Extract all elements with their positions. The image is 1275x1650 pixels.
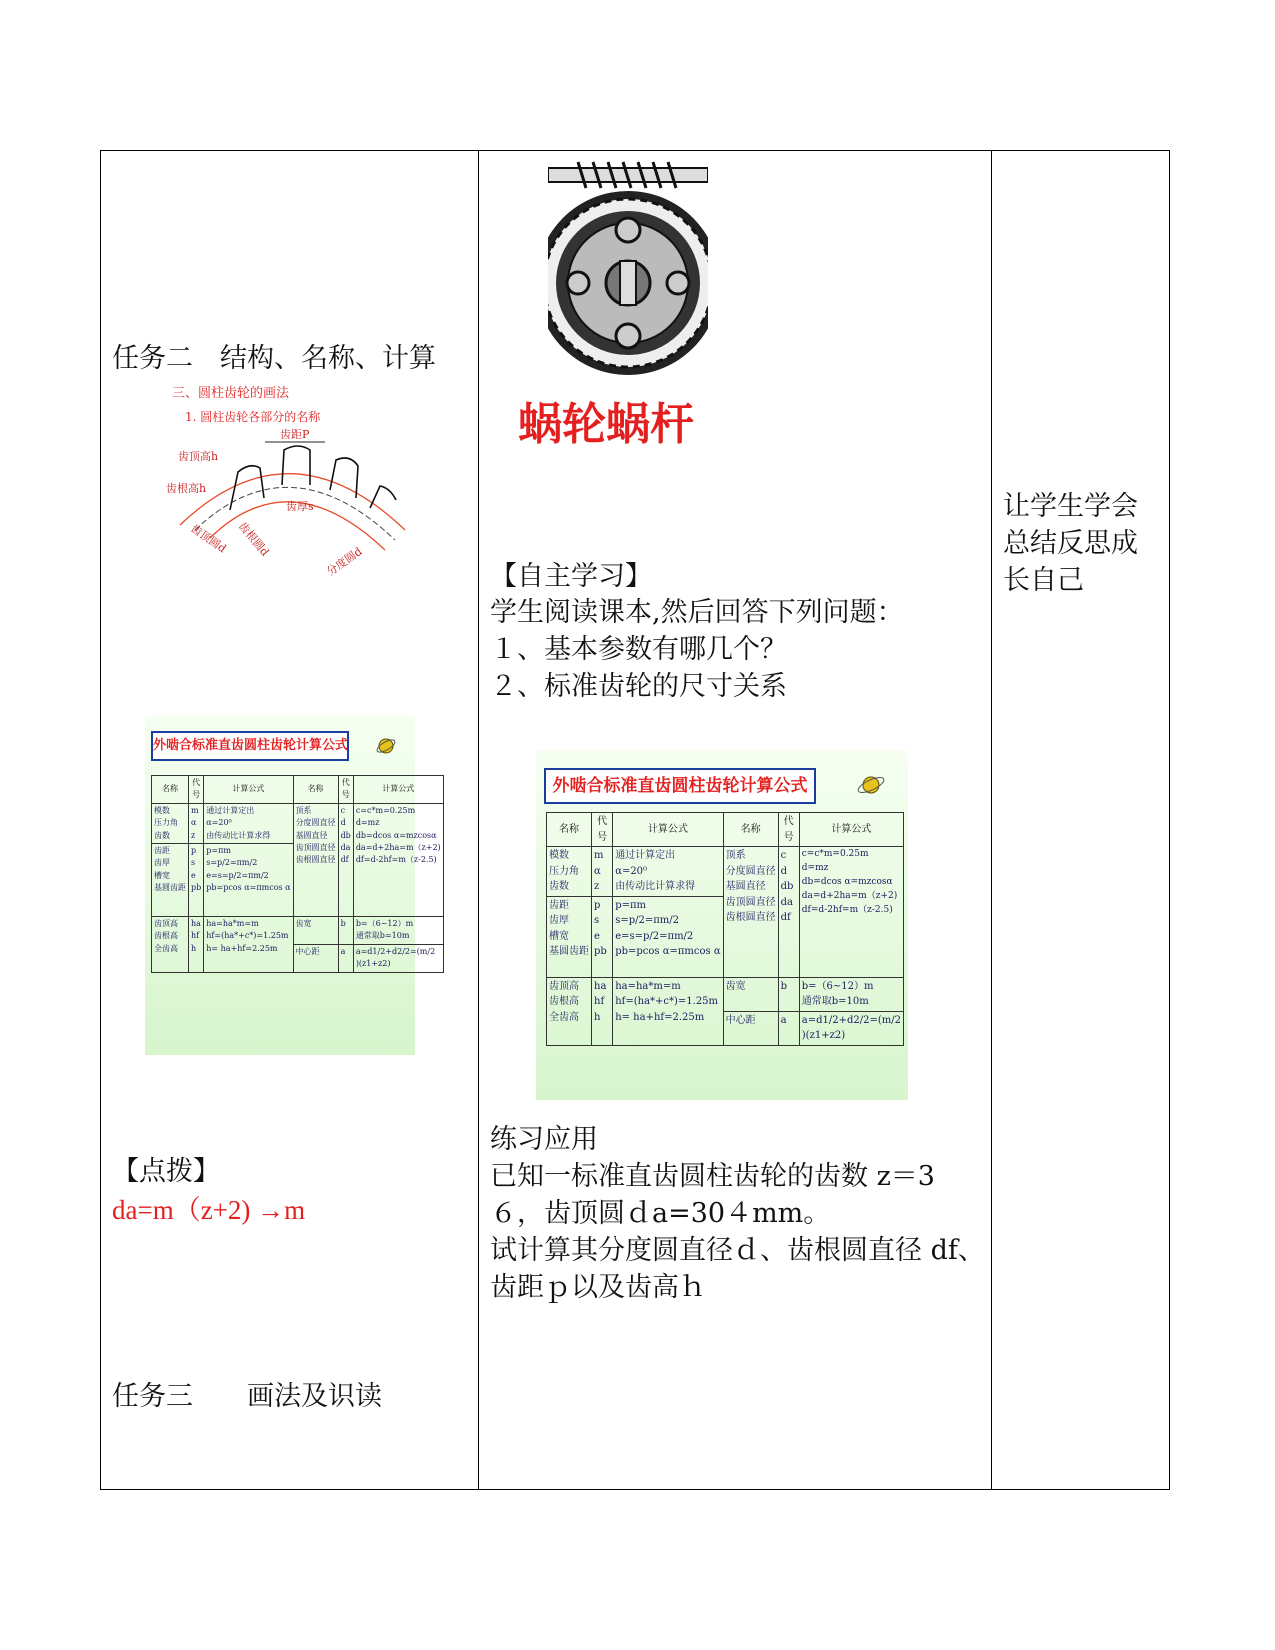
cell-text: hf=(ha*+c*)=1.25m: [615, 996, 719, 1007]
cell-text: a=d1/2+d2/2=(m/2: [355, 946, 436, 956]
cell-text: α=20⁰: [615, 865, 648, 877]
practice-line-1: 已知一标准直齿圆柱齿轮的齿数 z＝3: [490, 1161, 935, 1192]
cell-text: pb: [191, 883, 202, 893]
cell-text: h= ha+hf=2.25m: [615, 1011, 705, 1023]
table-cell: [799, 847, 903, 978]
table-cell: [189, 843, 204, 916]
diagram-title: 三、圆柱齿轮的画法: [172, 386, 290, 401]
label-thickness: 齿厚s: [286, 500, 314, 513]
table-cell: a: [338, 944, 353, 972]
table-cell: [353, 916, 443, 944]
cell-text: hf: [594, 996, 605, 1007]
cell-text: db=dcos α=mzcosα: [355, 830, 437, 840]
cell-text: c=c*m=0.25m: [801, 849, 869, 859]
cell-text: 全齿高: [154, 943, 178, 953]
cell-text: 压力角: [154, 818, 178, 828]
cell-text: pb: [594, 946, 607, 957]
table-cell: a: [778, 1011, 799, 1045]
question-1: １、基本参数有哪几个？: [490, 634, 787, 665]
table-cell: [799, 1011, 903, 1045]
cell-text: ha: [191, 918, 201, 928]
self-study-intro: 学生阅读课本,然后回答下列问题：: [490, 597, 904, 628]
cell-text: 齿顶圆直径: [295, 842, 336, 852]
table-cell: [547, 847, 592, 897]
cell-text: 齿距: [549, 899, 569, 911]
cell-text: db: [340, 830, 351, 840]
cell-text: 基圆齿距: [154, 883, 186, 893]
diagram-subtitle: 1. 圆柱齿轮各部分的名称: [185, 410, 321, 424]
cell-text: ha: [594, 980, 607, 992]
table-cell: [189, 916, 204, 972]
task3-heading: 任务三 画法及识读: [112, 1381, 382, 1412]
cell-text: 通常取b=10m: [355, 931, 410, 941]
formula-table-small: [151, 775, 444, 973]
cell-text: 齿数: [549, 881, 569, 892]
cell-text: s: [594, 915, 600, 926]
cell-text: hf: [191, 931, 200, 941]
cell-text: s=p/2=πm/2: [615, 915, 679, 926]
cell-text: h: [594, 1011, 601, 1023]
globe-icon: [375, 735, 397, 757]
cell-text: b=（6~12）m: [801, 980, 874, 992]
cell-text: p=πm: [206, 845, 231, 855]
hint-formula: da=m（z+2) →m: [112, 1195, 306, 1225]
table-cell: [778, 847, 799, 978]
table-cell: [204, 803, 293, 843]
cell-text: da: [780, 896, 793, 908]
table-cell: 中心距: [723, 1011, 778, 1045]
reflection-line-3: 长自己: [1003, 565, 1084, 596]
gear-parts-diagram: [160, 380, 420, 600]
cell-text: 通过计算定出: [206, 805, 255, 815]
label-root-circle: 齿根圆d: [235, 519, 272, 559]
table-cell: [613, 977, 723, 1045]
cell-text: db: [780, 881, 794, 892]
table-cell: 计算公式: [353, 776, 443, 804]
formula-slide-large: [536, 750, 908, 1100]
table-cell: [152, 916, 189, 972]
cell-text: e: [191, 870, 196, 880]
cell-text: m: [191, 805, 199, 815]
practice-line-4: 齿距ｐ以及齿高ｈ: [490, 1272, 706, 1303]
task2-heading: 任务二 结构、名称、计算: [112, 343, 436, 374]
cell-text: e=s=p/2=πm/2: [206, 870, 269, 880]
table-cell: [547, 977, 592, 1045]
table-cell: 名称: [293, 776, 338, 804]
cell-text: db=dcos α=mzcosα: [801, 876, 893, 887]
cell-text: 齿厚: [549, 915, 569, 926]
cell-text: )(z1+z2): [355, 959, 391, 969]
cell-text: 通常取b=10m: [801, 996, 869, 1007]
cell-text: df=d-2hf=m（z-2.5): [355, 855, 437, 865]
table-cell: [592, 896, 613, 977]
cell-text: a=d1/2+d2/2=(m/2: [801, 1014, 901, 1026]
reflection-line-1: 让学生学会: [1003, 491, 1138, 522]
cell-text: da: [340, 842, 351, 852]
cell-text: α=20⁰: [206, 818, 232, 828]
cell-text: 槽宽: [549, 930, 569, 942]
cell-text: 齿根高: [549, 996, 579, 1007]
cell-text: 齿顶圆直径: [725, 896, 776, 908]
cell-text: d: [340, 818, 346, 828]
cell-text: 由传动比计算求得: [206, 830, 271, 840]
table-cell: [613, 847, 723, 897]
cell-text: 齿顶高: [154, 918, 178, 928]
formula-slide-large-title: 外啮合标准直齿圆柱齿轮计算公式: [544, 768, 816, 804]
column-divider-2: [991, 150, 992, 1490]
cell-text: c: [780, 850, 787, 861]
cell-text: e=s=p/2=πm/2: [615, 930, 694, 942]
cell-text: z: [191, 830, 196, 840]
formula-slide-title: 外啮合标准直齿圆柱齿轮计算公式: [151, 731, 349, 761]
table-cell: 名称: [723, 813, 778, 847]
cell-text: b=（6~12）m: [355, 918, 414, 928]
label-addendum: 齿顶高h: [178, 450, 219, 463]
table-cell: b: [778, 977, 799, 1011]
hint-heading: 【点拨】: [112, 1156, 220, 1187]
table-cell: 代号: [778, 813, 799, 847]
cell-text: ha=ha*m=m: [206, 918, 259, 928]
table-cell: [547, 896, 592, 977]
cell-text: 压力角: [549, 865, 579, 877]
cell-text: 齿顶高: [549, 980, 579, 992]
table-cell: [799, 977, 903, 1011]
cell-text: 由传动比计算求得: [615, 881, 696, 892]
cell-text: e: [594, 930, 600, 942]
table-cell: [613, 896, 723, 977]
cell-text: da=d+2ha=m（z+2): [355, 842, 441, 852]
worm-gear-caption: 蜗轮蜗杆: [518, 399, 694, 450]
cell-text: 基圆直径: [295, 830, 328, 840]
table-cell: [204, 843, 293, 916]
cell-text: 槽宽: [154, 870, 170, 880]
table-cell: 名称: [547, 813, 592, 847]
cell-text: α: [594, 865, 601, 877]
cell-text: ha=ha*m=m: [615, 980, 681, 992]
cell-text: h: [191, 943, 197, 953]
cell-text: df: [780, 912, 791, 923]
table-cell: [338, 803, 353, 916]
table-cell: 齿宽: [723, 977, 778, 1011]
table-cell: 代号: [189, 776, 204, 804]
formula-table-large: [546, 812, 904, 1046]
cell-text: d: [780, 865, 787, 877]
cell-text: 基圆直径: [725, 881, 766, 892]
label-tip-circle: 齿顶圆d: [188, 521, 229, 556]
cell-text: d=mz: [801, 862, 829, 873]
cell-text: c: [340, 805, 346, 815]
cell-text: 齿数: [154, 830, 170, 840]
label-pitch: 齿距P: [280, 428, 310, 441]
cell-text: s=p/2=πm/2: [206, 858, 258, 868]
table-cell: 中心距: [293, 944, 338, 972]
self-study-heading: 【自主学习】: [490, 561, 652, 592]
cell-text: 顶系: [295, 805, 312, 815]
cell-text: p=πm: [615, 899, 647, 911]
table-cell: b: [338, 916, 353, 944]
cell-text: pb=pcos α=πmcos α: [615, 946, 721, 957]
table-cell: [353, 944, 443, 972]
cell-text: df: [340, 855, 349, 865]
cell-text: 齿厚: [154, 858, 170, 868]
formula-slide-small: [145, 715, 441, 1055]
cell-text: )(z1+z2): [801, 1030, 846, 1041]
cell-text: 齿距: [154, 845, 170, 855]
cell-text: 齿根圆直径: [725, 912, 776, 923]
cell-text: hf=(ha*+c*)=1.25m: [206, 931, 289, 941]
cell-text: 分度圆直径: [295, 818, 336, 828]
table-cell: 计算公式: [204, 776, 293, 804]
cell-text: p: [594, 899, 601, 911]
table-cell: [293, 803, 338, 916]
cell-text: 齿根高: [154, 931, 178, 941]
cell-text: 模数: [549, 850, 569, 861]
cell-text: 模数: [154, 805, 170, 815]
cell-text: da=d+2ha=m（z+2): [801, 890, 898, 901]
cell-text: p: [191, 845, 197, 855]
worm-gear-image: [548, 158, 708, 380]
practice-heading: 练习应用: [490, 1124, 598, 1155]
cell-text: c=c*m=0.25m: [355, 805, 416, 815]
column-divider-1: [478, 150, 479, 1490]
table-cell: [592, 847, 613, 897]
cell-text: pb=pcos α=πmcos α: [206, 883, 291, 893]
table-cell: 计算公式: [613, 813, 723, 847]
cell-text: 通过计算定出: [615, 850, 676, 861]
cell-text: 顶系: [725, 850, 746, 861]
globe-icon: [856, 772, 886, 798]
table-cell: 名称: [152, 776, 189, 804]
table-cell: 齿宽: [293, 916, 338, 944]
practice-line-2: ６，齿顶圆ｄa=30４mm。: [490, 1198, 831, 1229]
cell-text: m: [594, 850, 604, 861]
cell-text: 基圆齿距: [549, 946, 589, 957]
table-cell: [723, 847, 778, 978]
table-cell: [189, 803, 204, 843]
table-cell: [152, 803, 189, 843]
label-pitch-circle: 分度圆d: [324, 544, 365, 579]
label-dedendum: 齿根高h: [166, 482, 207, 495]
table-cell: [353, 803, 443, 916]
table-cell: 计算公式: [799, 813, 903, 847]
cell-text: h= ha+hf=2.25m: [206, 943, 278, 953]
practice-line-3: 试计算其分度圆直径ｄ、齿根圆直径 df、: [490, 1235, 985, 1266]
cell-text: df=d-2hf=m（z-2.5): [801, 904, 893, 915]
table-cell: 代号: [592, 813, 613, 847]
cell-text: 分度圆直径: [725, 865, 776, 877]
cell-text: d=mz: [355, 818, 380, 828]
table-cell: 代号: [338, 776, 353, 804]
cell-text: 齿根圆直径: [295, 855, 336, 865]
cell-text: s: [191, 858, 196, 868]
table-cell: [204, 916, 293, 972]
table-cell: [152, 843, 189, 916]
cell-text: α: [191, 818, 197, 828]
question-2: ２、标准齿轮的尺寸关系: [490, 671, 787, 702]
reflection-line-2: 总结反思成: [1003, 528, 1138, 559]
table-cell: [592, 977, 613, 1045]
cell-text: z: [594, 881, 600, 892]
cell-text: 全齿高: [549, 1011, 579, 1023]
